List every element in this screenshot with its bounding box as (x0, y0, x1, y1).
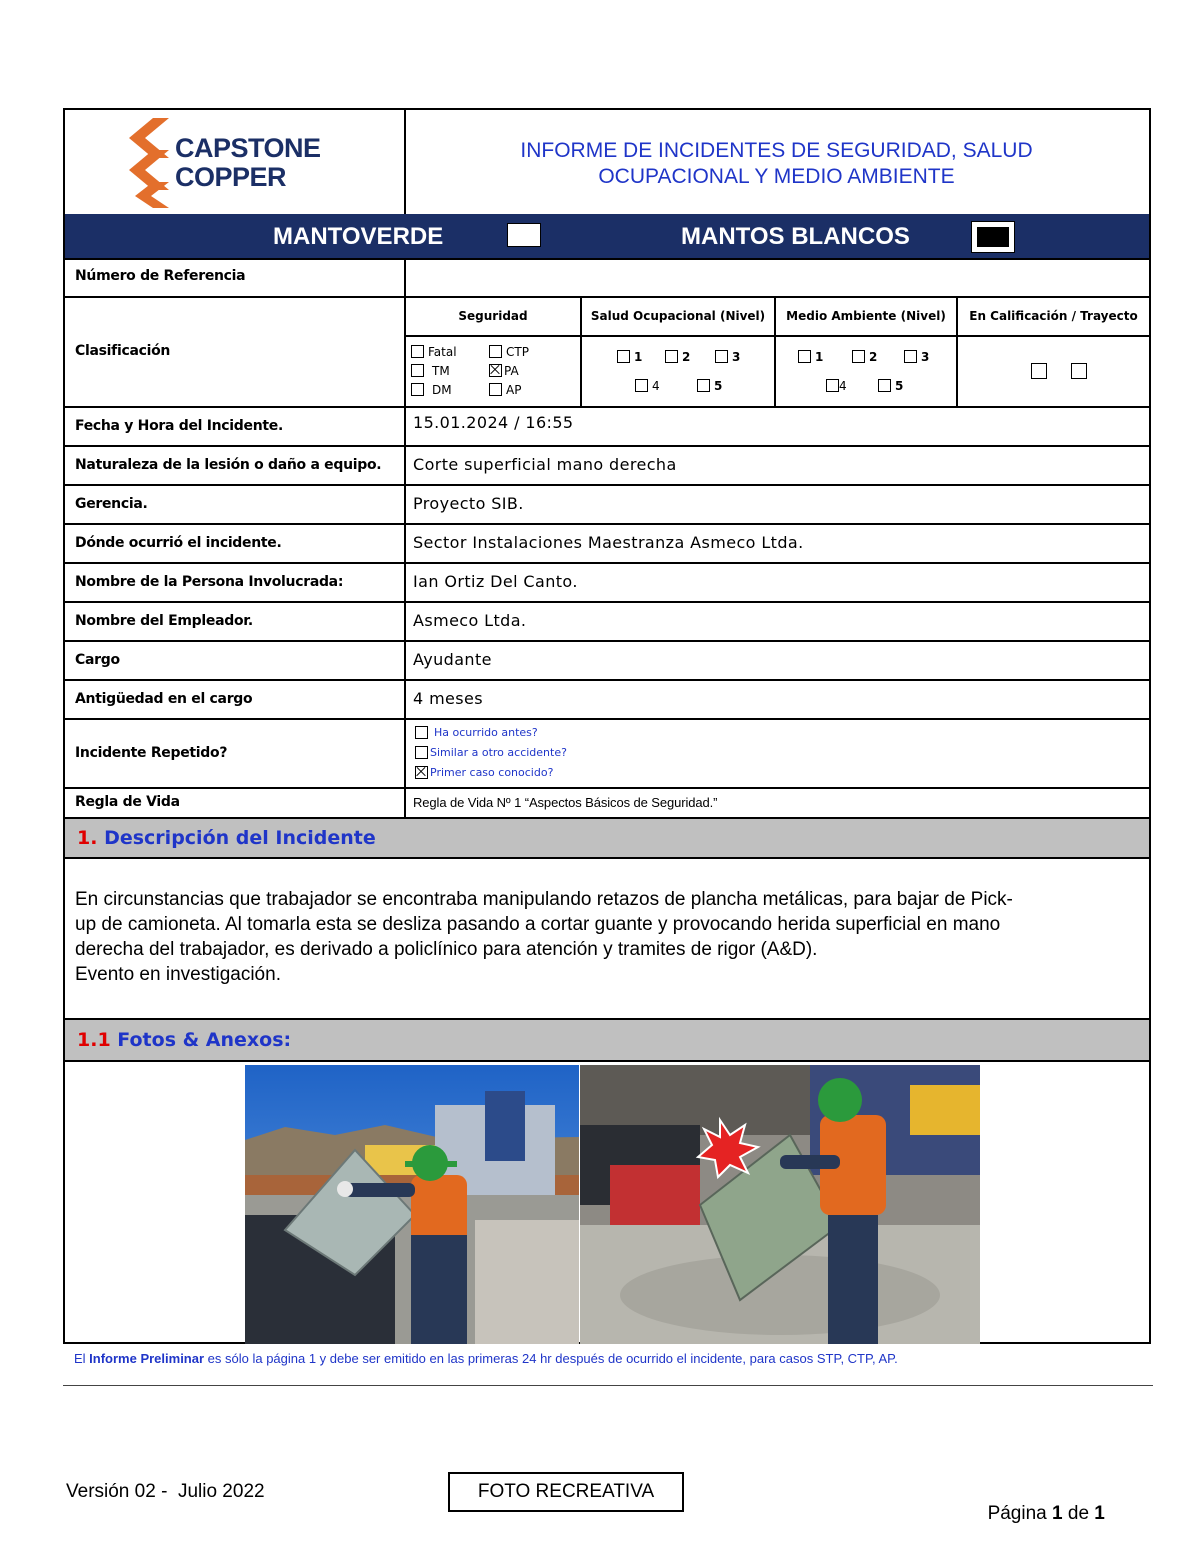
section-number: 1.1 (77, 1029, 111, 1051)
checkbox-ha-ocurrido[interactable] (415, 726, 428, 739)
checkbox-ma-2[interactable] (852, 350, 865, 363)
ma-nivel-option[interactable]: 5 (878, 377, 903, 395)
salud-nivel-option[interactable]: 1 (617, 348, 642, 366)
checkbox-ma-3[interactable] (904, 350, 917, 363)
checkbox-tm[interactable] (411, 364, 424, 377)
site-label-mantoverde: MANTOVERDE (273, 223, 444, 250)
section-number: 1. (77, 827, 98, 849)
checkbox-salud-4[interactable] (635, 379, 648, 392)
logo-mark-icon (125, 116, 175, 208)
incident-form (63, 108, 1151, 1344)
logo-text-capstone: CAPSTONE (175, 133, 321, 163)
naturaleza-value[interactable]: Corte superficial mano derecha (413, 455, 677, 474)
donde-value[interactable]: Sector Instalaciones Maestranza Asmeco Ltda. (413, 533, 804, 552)
persona-value[interactable]: Ian Ortiz Del Canto. (413, 572, 578, 591)
checkbox-ma-1[interactable] (798, 350, 811, 363)
report-title-line1: INFORME DE INCIDENTES DE SEGURIDAD, SALUD (520, 139, 1033, 162)
seguridad-option[interactable]: DM (411, 381, 452, 399)
regla-label: Regla de Vida (75, 794, 180, 810)
section-title: Fotos & Anexos: (117, 1029, 292, 1051)
fecha-label: Fecha y Hora del Incidente. (75, 418, 283, 434)
gerencia-value[interactable]: Proyecto SIB. (413, 494, 524, 513)
checkbox-primer-caso[interactable] (415, 766, 428, 779)
checkbox-ap[interactable] (489, 383, 502, 396)
checkbox-calificacion[interactable] (1031, 363, 1047, 379)
repetido-option[interactable]: Primer caso conocido? (415, 764, 553, 782)
company-logo (125, 116, 365, 208)
seguridad-option[interactable]: TM (411, 362, 450, 380)
checkbox-similar[interactable] (415, 746, 428, 759)
clasificacion-label: Clasificación (75, 343, 171, 359)
foto-recreativa-stamp: FOTO RECREATIVA (448, 1472, 684, 1512)
salud-nivel-option[interactable]: 3 (715, 348, 740, 366)
salud-nivel-option[interactable]: 5 (697, 377, 722, 395)
naturaleza-label: Naturaleza de la lesión o daño a equipo. (75, 457, 382, 473)
ma-nivel-option[interactable]: 3 (904, 348, 929, 366)
incident-description (75, 887, 1145, 987)
incident-photo-right (580, 1065, 980, 1344)
checkbox-trayecto[interactable] (1071, 363, 1087, 379)
checkbox-pa[interactable] (489, 364, 502, 377)
repetido-option[interactable]: Ha ocurrido antes? (415, 724, 538, 742)
regla-value: Regla de Vida Nº 1 “Aspectos Básicos de Seguridad.” (413, 795, 718, 810)
seguridad-option[interactable]: Fatal (411, 343, 457, 361)
empleador-value[interactable]: Asmeco Ltda. (413, 611, 527, 630)
logo-text-copper: COPPER (175, 162, 287, 192)
fecha-value[interactable]: 15.01.2024 / 16:55 (413, 413, 574, 432)
col-header-seguridad: Seguridad (458, 309, 528, 323)
col-header-calificacion: En Calificación / Trayecto (969, 309, 1138, 323)
seguridad-option[interactable]: AP (489, 381, 521, 399)
site-checkbox-mantoverde[interactable] (507, 223, 541, 247)
checkbox-salud-3[interactable] (715, 350, 728, 363)
donde-label: Dónde ocurrió el incidente. (75, 535, 282, 551)
section-descripcion-header (65, 819, 1149, 857)
footer-divider (63, 1385, 1153, 1386)
ma-nivel-option[interactable]: 4 (826, 377, 847, 395)
checkbox-dm[interactable] (411, 383, 424, 396)
checkbox-salud-5[interactable] (697, 379, 710, 392)
cargo-value[interactable]: Ayudante (413, 650, 492, 669)
version-text: Versión 02 - Julio 2022 (66, 1481, 265, 1502)
description-line: En circunstancias que trabajador se encontraba manipulando retazos de plancha metálicas, para bajar de Pick- (75, 889, 1013, 910)
site-checkbox-mantos-blancos[interactable] (971, 221, 1015, 253)
seguridad-option[interactable]: PA (489, 362, 519, 380)
salud-nivel-option[interactable]: 4 (635, 377, 660, 395)
checkbox-salud-1[interactable] (617, 350, 630, 363)
section-fotos-header (65, 1020, 1149, 1060)
site-bar (65, 214, 1149, 258)
checkbox-ma-4[interactable] (826, 379, 839, 392)
page-number: Página 1 de 1 (987, 1503, 1105, 1524)
description-line: derecha del trabajador, es derivado a policlínico para atención y tramites de rigor (A&D). (75, 939, 818, 960)
col-header-medio-ambiente: Medio Ambiente (Nivel) (786, 309, 946, 323)
empleador-label: Nombre del Empleador. (75, 613, 253, 629)
gerencia-label: Gerencia. (75, 496, 148, 512)
col-header-salud: Salud Ocupacional (Nivel) (590, 309, 766, 323)
checkbox-ctp[interactable] (489, 345, 502, 358)
persona-label: Nombre de la Persona Involucrada: (75, 574, 344, 590)
description-line: up de camioneta. Al tomarla esta se desliza pasando a cortar guante y provocando herida superficial en mano (75, 914, 1001, 935)
ma-nivel-option[interactable]: 2 (852, 348, 877, 366)
checkbox-fatal[interactable] (411, 345, 424, 358)
repetido-option[interactable]: Similar a otro accidente? (415, 744, 567, 762)
antiguedad-label: Antigüedad en el cargo (75, 691, 253, 707)
checkbox-salud-2[interactable] (665, 350, 678, 363)
description-line: Evento en investigación. (75, 964, 281, 985)
site-label-mantos-blancos: MANTOS BLANCOS (681, 223, 910, 250)
section-title: Descripción del Incidente (104, 827, 376, 849)
report-title (406, 138, 1147, 190)
antiguedad-value[interactable]: 4 meses (413, 689, 484, 708)
seguridad-option[interactable]: CTP (489, 343, 529, 361)
ref-label: Número de Referencia (75, 268, 246, 284)
incident-photo-left (245, 1065, 579, 1344)
repetido-label: Incidente Repetido? (75, 745, 228, 761)
report-title-line2: OCUPACIONAL Y MEDIO AMBIENTE (598, 165, 955, 188)
cargo-label: Cargo (75, 652, 120, 668)
checkbox-ma-5[interactable] (878, 379, 891, 392)
preliminary-note: El Informe Preliminar es sólo la página 1 y debe ser emitido en las primeras 24 hr después de ocurrido el incidente, para casos STP, CTP, AP. (74, 1351, 898, 1366)
salud-nivel-option[interactable]: 2 (665, 348, 690, 366)
ma-nivel-option[interactable]: 1 (798, 348, 823, 366)
